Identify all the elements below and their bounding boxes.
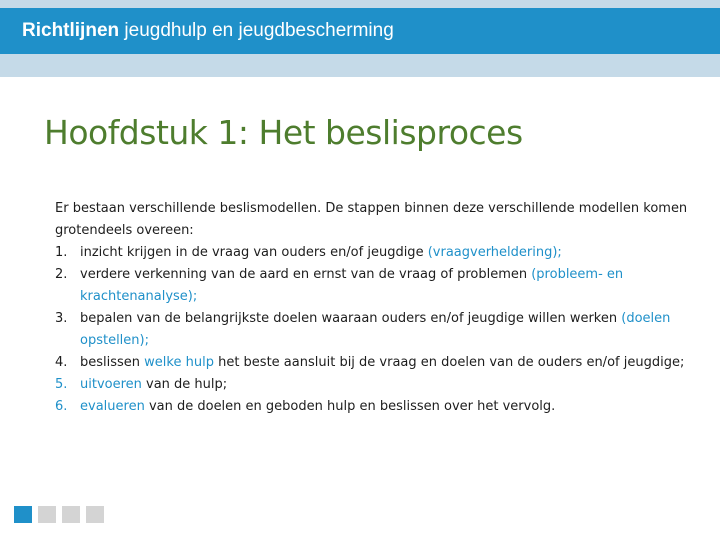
- header-band: [0, 54, 720, 77]
- intro-text: Er bestaan verschillende beslismodellen. De stappen binnen deze verschillende modellen komen grotendeels overeen:: [55, 201, 688, 238]
- step-item: [55, 396, 695, 418]
- step-text-before: verdere verkenning van de aard en ernst van de vraag of problemen: [80, 267, 532, 282]
- top-accent-bar: [0, 0, 720, 8]
- step-text: [80, 352, 695, 374]
- step-item: [55, 308, 695, 352]
- step-text-after: het beste aansluit bij de vraag en doelen van de ouders en/of jeugdige;: [213, 355, 685, 370]
- step-highlight: (doelen opstellen);: [80, 311, 671, 348]
- step-number: 2.: [55, 267, 68, 282]
- step-item: [55, 374, 695, 396]
- step-highlight: uitvoeren: [80, 377, 142, 392]
- step-item: [55, 242, 695, 264]
- step-text-after: van de hulp;: [141, 377, 228, 392]
- header-bar: [0, 8, 720, 54]
- step-item: [55, 264, 695, 308]
- step-text: [80, 396, 695, 418]
- step-text-before: beslissen: [80, 355, 145, 370]
- steps-list: [55, 242, 695, 418]
- step-item: [55, 352, 695, 374]
- step-text-before: inzicht krijgen in de vraag van ouders en/of jeugdige: [80, 245, 428, 260]
- step-highlight: welke hulp: [144, 355, 214, 370]
- step-text-before: bepalen van de belangrijkste doelen waaraan ouders en/of jeugdige willen werken: [80, 311, 622, 326]
- brand-title: [22, 20, 394, 42]
- step-number: 4.: [55, 355, 68, 370]
- step-highlight: (vraagverheldering);: [427, 245, 562, 260]
- progress-square: [38, 506, 56, 523]
- slide-progress-indicator: [14, 506, 104, 523]
- progress-square: [86, 506, 104, 523]
- brand-title-bold: Richtlijnen: [22, 20, 120, 41]
- step-text: [80, 264, 695, 308]
- step-text: [80, 374, 695, 396]
- brand-title-rest: jeugdhulp en jeugdbescherming: [119, 20, 394, 41]
- progress-square: [62, 506, 80, 523]
- step-text: [80, 308, 695, 352]
- step-number: 5.: [55, 377, 68, 392]
- page-title: Hoofdstuk 1: Het beslisproces: [44, 113, 523, 152]
- step-highlight: (probleem- en krachtenanalyse);: [80, 267, 624, 304]
- step-number: 6.: [55, 399, 68, 414]
- content-body: [55, 198, 695, 418]
- step-text: [80, 242, 695, 264]
- step-highlight: evalueren: [80, 399, 145, 414]
- step-text-after: van de doelen en geboden hulp en beslissen over het vervolg.: [144, 399, 556, 414]
- step-number: 1.: [55, 245, 68, 260]
- step-number: 3.: [55, 311, 68, 326]
- progress-square-active: [14, 506, 32, 523]
